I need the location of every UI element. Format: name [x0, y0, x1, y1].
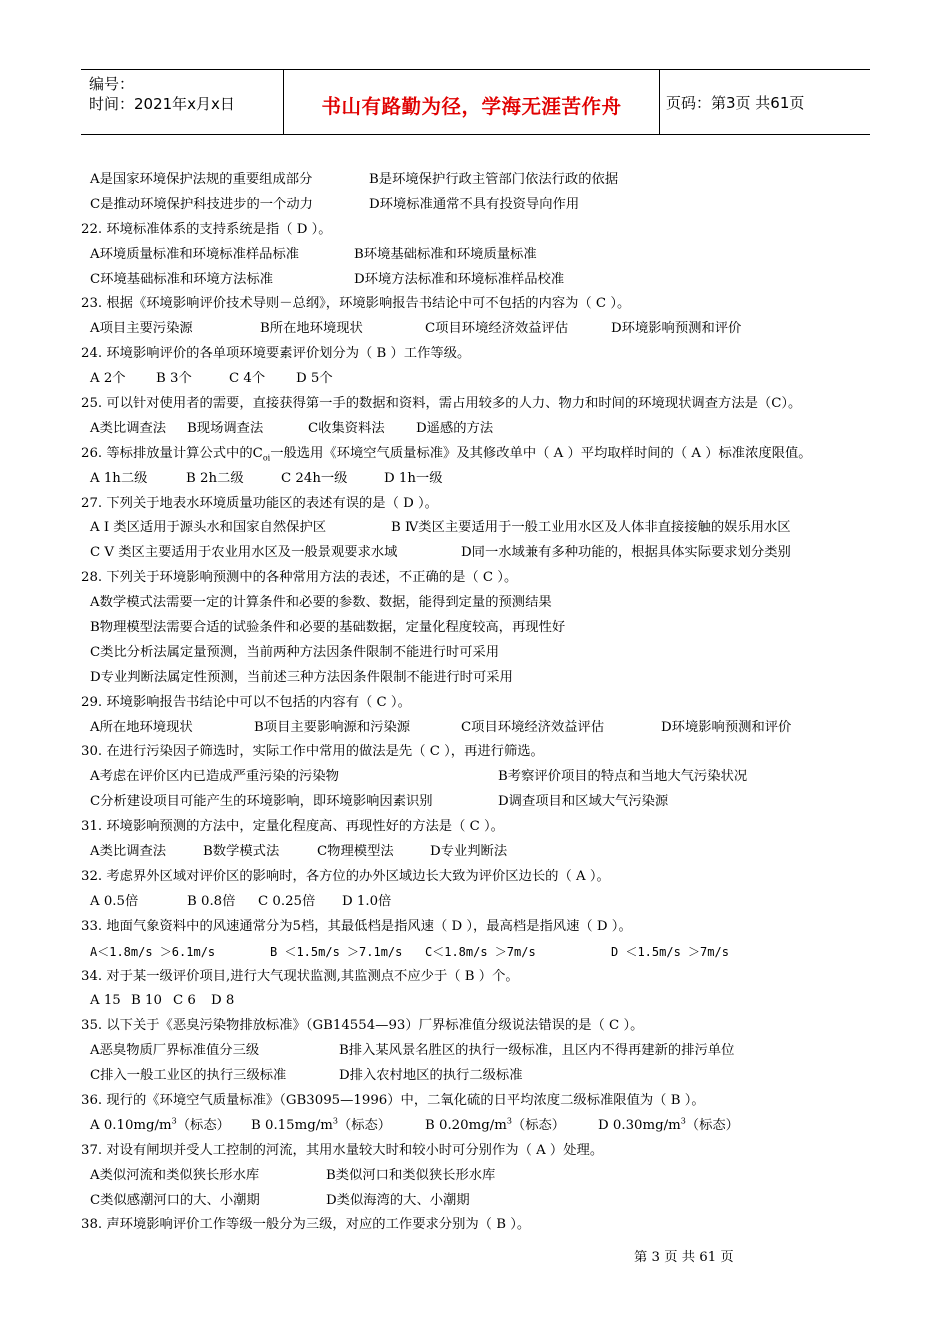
question-22: 22. 环境标准体系的支持系统是指（ D ）。 — [81, 221, 332, 237]
option — [90, 1118, 230, 1133]
option: C Ⅴ 类区主要适用于农业用水区及一般景观要求水域 — [90, 545, 398, 561]
option-row — [81, 840, 881, 865]
option-unit: （标态） — [176, 1117, 230, 1133]
option: A数学模式法需要一定的计算条件和必要的参数、数据，能得到定量的预测结果 — [90, 595, 552, 611]
option: B所在地环境现状 — [260, 321, 363, 337]
option-superscript: 3 — [506, 1116, 512, 1126]
header-meta — [81, 70, 284, 134]
option: A 0.5倍 — [90, 893, 139, 909]
option: A所在地环境现状 — [90, 719, 193, 735]
document-body — [81, 168, 881, 1238]
option-row — [81, 516, 881, 541]
option: D 8 — [211, 993, 235, 1009]
option-row — [81, 890, 881, 915]
option-row — [81, 467, 881, 492]
option-row — [81, 541, 881, 566]
option-row — [81, 1164, 881, 1189]
option: C类似感潮河口的大、小潮期 — [90, 1192, 260, 1208]
option: A恶臭物质厂界标准值分三级 — [90, 1043, 260, 1059]
option: D 1.0倍 — [342, 893, 392, 909]
option: C 4个 — [229, 371, 266, 387]
option — [251, 1114, 391, 1139]
option: B排入某风景名胜区的执行一级标准，且区内不得再建新的排污单位 — [339, 1043, 735, 1059]
question-36: 36. 现行的《环境空气质量标准》（GB3095—1996）中，二氧化硫的日平均浓度二级标准限值为（ B ）。 — [81, 1092, 705, 1108]
option: D同一水域兼有多种功能的，根据具体实际要求划分类别 — [461, 545, 791, 561]
question-37: 37. 对设有闸坝并受人工控制的河流，其用水量较大时和较小时可分别作为（ A ）处理。 — [81, 1142, 604, 1158]
option-unit: （标态） — [685, 1117, 739, 1133]
option-value: D 0.30mg/m — [598, 1117, 681, 1133]
page-header — [81, 69, 870, 135]
option: A类似河流和类似狭长形水库 — [90, 1167, 260, 1183]
question-25: 25. 可以针对使用者的需要，直接获得第一手的数据和资料，需占用较多的人力、物力和时间的环境现状调查方法是（C）。 — [81, 396, 802, 412]
option: D专业判断法 — [430, 844, 508, 860]
option: C＜1.8m/s ＞7m/s — [425, 944, 536, 959]
option: A项目主要污染源 — [90, 321, 193, 337]
option-row — [81, 716, 881, 741]
option: C物理模型法 — [317, 844, 394, 860]
question-34: 34. 对于某一级评价项目,进行大气现状监测,其监测点不应少于（ B ）个。 — [81, 968, 519, 984]
option: A类比调查法 — [90, 420, 167, 436]
option-row — [81, 765, 881, 790]
option-row — [81, 1114, 881, 1139]
option: D 5个 — [296, 371, 333, 387]
option: D环境方法标准和环境标准样品校准 — [354, 271, 565, 287]
question-23: 23. 根据《环境影响评价技术导则－总纲》，环境影响报告书结论中可不包括的内容为（ C ）。 — [81, 296, 631, 312]
option: C排入一般工业区的执行三级标准 — [90, 1068, 287, 1084]
option-value: B 0.15mg/m — [251, 1117, 333, 1133]
option-row — [81, 989, 881, 1014]
question-26-text-start: 26. 等标排放量计算公式中的C — [81, 445, 263, 461]
option: C 6 — [173, 993, 196, 1009]
option: B 3个 — [156, 371, 192, 387]
option: C类比分析法属定量预测，当前两种方法因条件限制不能进行时可采用 — [90, 644, 500, 660]
option-superscript: 3 — [332, 1116, 338, 1126]
header-motto-cell — [284, 70, 660, 134]
option-row — [81, 417, 881, 442]
option: D调查项目和区域大气污染源 — [498, 794, 669, 810]
option-superscript: 3 — [171, 1116, 177, 1126]
option-row — [81, 1039, 881, 1064]
option: C是推动环境保护科技进步的一个动力 — [90, 196, 313, 212]
option: D ＜1.5m/s ＞7m/s — [611, 944, 729, 959]
document-date-label: 时间：2021年x月x日 — [89, 95, 235, 113]
option: B Ⅳ类区主要适用于一般工业用水区及人体非直接接触的娱乐用水区 — [391, 520, 791, 536]
option: A 1h二级 — [90, 470, 148, 486]
option: A考虑在评价区内已造成严重污染的污染物 — [90, 769, 339, 785]
option-row — [81, 193, 881, 218]
page-footer: 第 3 页 共 61 页 — [634, 1250, 734, 1265]
question-27: 27. 下列关于地表水环境质量功能区的表述有误的是（ D ）。 — [81, 495, 438, 511]
option: D环境影响预测和评价 — [611, 321, 742, 337]
option: D环境标准通常不具有投资导向作用 — [369, 196, 580, 212]
header-motto: 书山有路勤为径，学海无涯苦作舟 — [321, 95, 622, 118]
option: B 2h二级 — [186, 470, 244, 486]
option: D专业判断法属定性预测，当前述三种方法因条件限制不能进行时可采用 — [90, 669, 513, 685]
option — [598, 1114, 739, 1139]
option: B ＜1.5m/s ＞7.1m/s — [270, 944, 403, 959]
question-35: 35. 以下关于《恶臭污染物排放标准》（GB14554—93）厂界标准值分级说法错误的是（ C ）。 — [81, 1018, 644, 1034]
option: B考察评价项目的特点和当地大气污染状况 — [498, 769, 748, 785]
option: D排入农村地区的执行二级标准 — [339, 1068, 523, 1084]
option: C收集资料法 — [308, 420, 385, 436]
question-32: 32. 考虑界外区域对评价区的影响时，各方位的办外区域边长大致为评价区边长的（ A ）。 — [81, 868, 610, 884]
option: D 1h一级 — [384, 470, 443, 486]
document-number-label: 编号： — [89, 75, 135, 93]
question-33: 33. 地面气象资料中的风速通常分为5档，其最低档是指风速（ D ），最高档是指风速（ D ）。 — [81, 918, 632, 934]
question-28: 28. 下列关于环境影响预测中的各种常用方法的表述，不正确的是（ C ）。 — [81, 570, 518, 586]
question-31: 31. 环境影响预测的方法中，定量化程度高、再现性好的方法是（ C ）。 — [81, 819, 504, 835]
option-row — [81, 790, 881, 815]
option-unit: （标态） — [337, 1117, 392, 1133]
option: C项目环境经济效益评估 — [425, 321, 569, 337]
question-26-text-end: 一般选用《环境空气质量标准》及其修改单中（ A ）平均取样时间的（ A ）标准浓度限值。 — [270, 445, 812, 461]
question-24: 24. 环境影响评价的各单项环境要素评价划分为（ B ）工作等级。 — [81, 346, 471, 362]
option: D遥感的方法 — [416, 420, 494, 436]
option: A 15 — [90, 993, 121, 1009]
option: D环境影响预测和评价 — [661, 719, 792, 735]
option: B环境基础标准和环境质量标准 — [354, 246, 537, 262]
option: B 0.8倍 — [187, 893, 236, 909]
option: B数学模式法 — [203, 844, 280, 860]
question-26-subscript: oi — [262, 453, 271, 463]
option: D类似海湾的大、小潮期 — [326, 1192, 470, 1208]
option: B是环境保护行政主管部门依法行政的依据 — [369, 172, 619, 187]
option-row — [81, 367, 881, 392]
option: B项目主要影响源和污染源 — [254, 719, 411, 735]
option-superscript: 3 — [680, 1116, 686, 1126]
option: A 2个 — [90, 371, 126, 387]
option: A环境质量标准和环境标准样品标准 — [90, 246, 300, 262]
option-row — [81, 1064, 881, 1089]
option: B 10 — [131, 993, 162, 1009]
option-row — [81, 1189, 881, 1214]
option-row — [81, 940, 881, 965]
option: A类比调查法 — [90, 844, 167, 860]
option: A Ⅰ 类区适用于源头水和国家自然保护区 — [90, 520, 327, 536]
option: C分析建设项目可能产生的环境影响，即环境影响因素识别 — [90, 794, 433, 810]
question-38: 38. 声环境影响评价工作等级一般分为三级，对应的工作要求分别为（ B ）。 — [81, 1217, 531, 1233]
option: B类似河口和类似狭长形水库 — [326, 1167, 496, 1183]
option: B物理模型法需要合适的试验条件和必要的基础数据，定量化程度较高，再现性好 — [90, 620, 566, 636]
question-30: 30. 在进行污染因子筛选时，实际工作中常用的做法是先（ C ），再进行筛选。 — [81, 744, 544, 760]
option: C环境基础标准和环境方法标准 — [90, 271, 274, 287]
header-page-info: 页码：第3页 共61页 — [666, 93, 805, 112]
option-row — [81, 243, 881, 268]
option: A＜1.8m/s ＞6.1m/s — [90, 944, 216, 959]
option: C项目环境经济效益评估 — [461, 719, 605, 735]
option: C 24h一级 — [281, 470, 348, 486]
option-unit: （标态） — [511, 1117, 566, 1133]
option: A是国家环境保护法规的重要组成部分 — [90, 172, 313, 187]
option-value: A 0.10mg/m — [90, 1117, 172, 1133]
option-row — [81, 317, 881, 342]
option-row — [81, 168, 881, 193]
question-29: 29. 环境影响报告书结论中可以不包括的内容有（ C ）。 — [81, 694, 411, 710]
option — [425, 1114, 565, 1139]
option-value: B 0.20mg/m — [425, 1117, 507, 1133]
option: C 0.25倍 — [258, 893, 316, 909]
option: B现场调查法 — [187, 420, 264, 436]
option-row — [81, 268, 881, 293]
question-26 — [81, 442, 881, 467]
